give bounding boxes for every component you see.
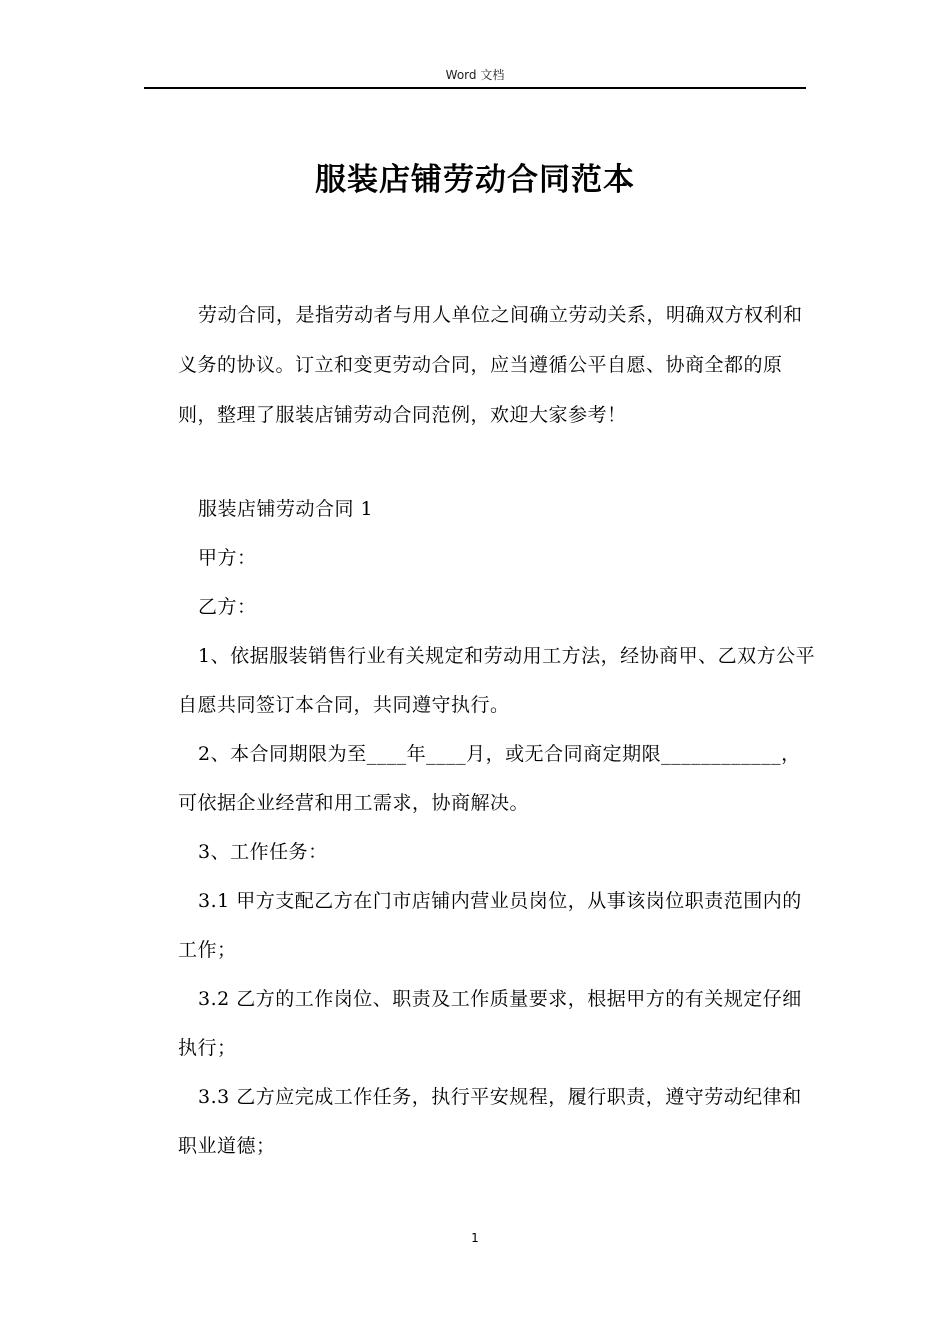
contract-heading: 服装店铺劳动合同 1 <box>198 498 374 520</box>
page-header: Word 文档 <box>445 68 505 82</box>
document-title: 服装店铺劳动合同范本 <box>315 162 635 198</box>
clause-3: 3、工作任务： <box>198 841 328 863</box>
header-divider <box>144 87 806 89</box>
clause-2: 2、本合同期限为至____年____月，或无合同商定期限____________，可依据企业经营和用工需求，协商解决。 <box>178 743 801 814</box>
party-b-line: 乙方： <box>198 596 257 618</box>
clause-3-1: 3.1 甲方支配乙方在门市店铺内营业员岗位，从事该岗位职责范围内的工作； <box>178 890 802 961</box>
page-number: 1 <box>471 1231 479 1245</box>
party-a-line: 甲方： <box>198 547 257 569</box>
contract-body <box>178 485 818 1171</box>
intro-paragraph: 劳动合同，是指劳动者与用人单位之间确立劳动关系，明确双方权利和义务的协议。订立和变更劳动合同，应当遵循公平自愿、协商全都的原则，整理了服装店铺劳动合同范例，欢迎大家参考！ <box>178 304 803 426</box>
clause-3-2: 3.2 乙方的工作岗位、职责及工作质量要求，根据甲方的有关规定仔细执行； <box>178 988 802 1059</box>
clause-3-3: 3.3 乙方应完成工作任务，执行平安规程，履行职责，遵守劳动纪律和职业道德； <box>178 1086 802 1157</box>
clause-1: 1、依据服装销售行业有关规定和劳动用工方法，经协商甲、乙双方公平自愿共同签订本合同，共同遵守执行。 <box>178 645 816 716</box>
